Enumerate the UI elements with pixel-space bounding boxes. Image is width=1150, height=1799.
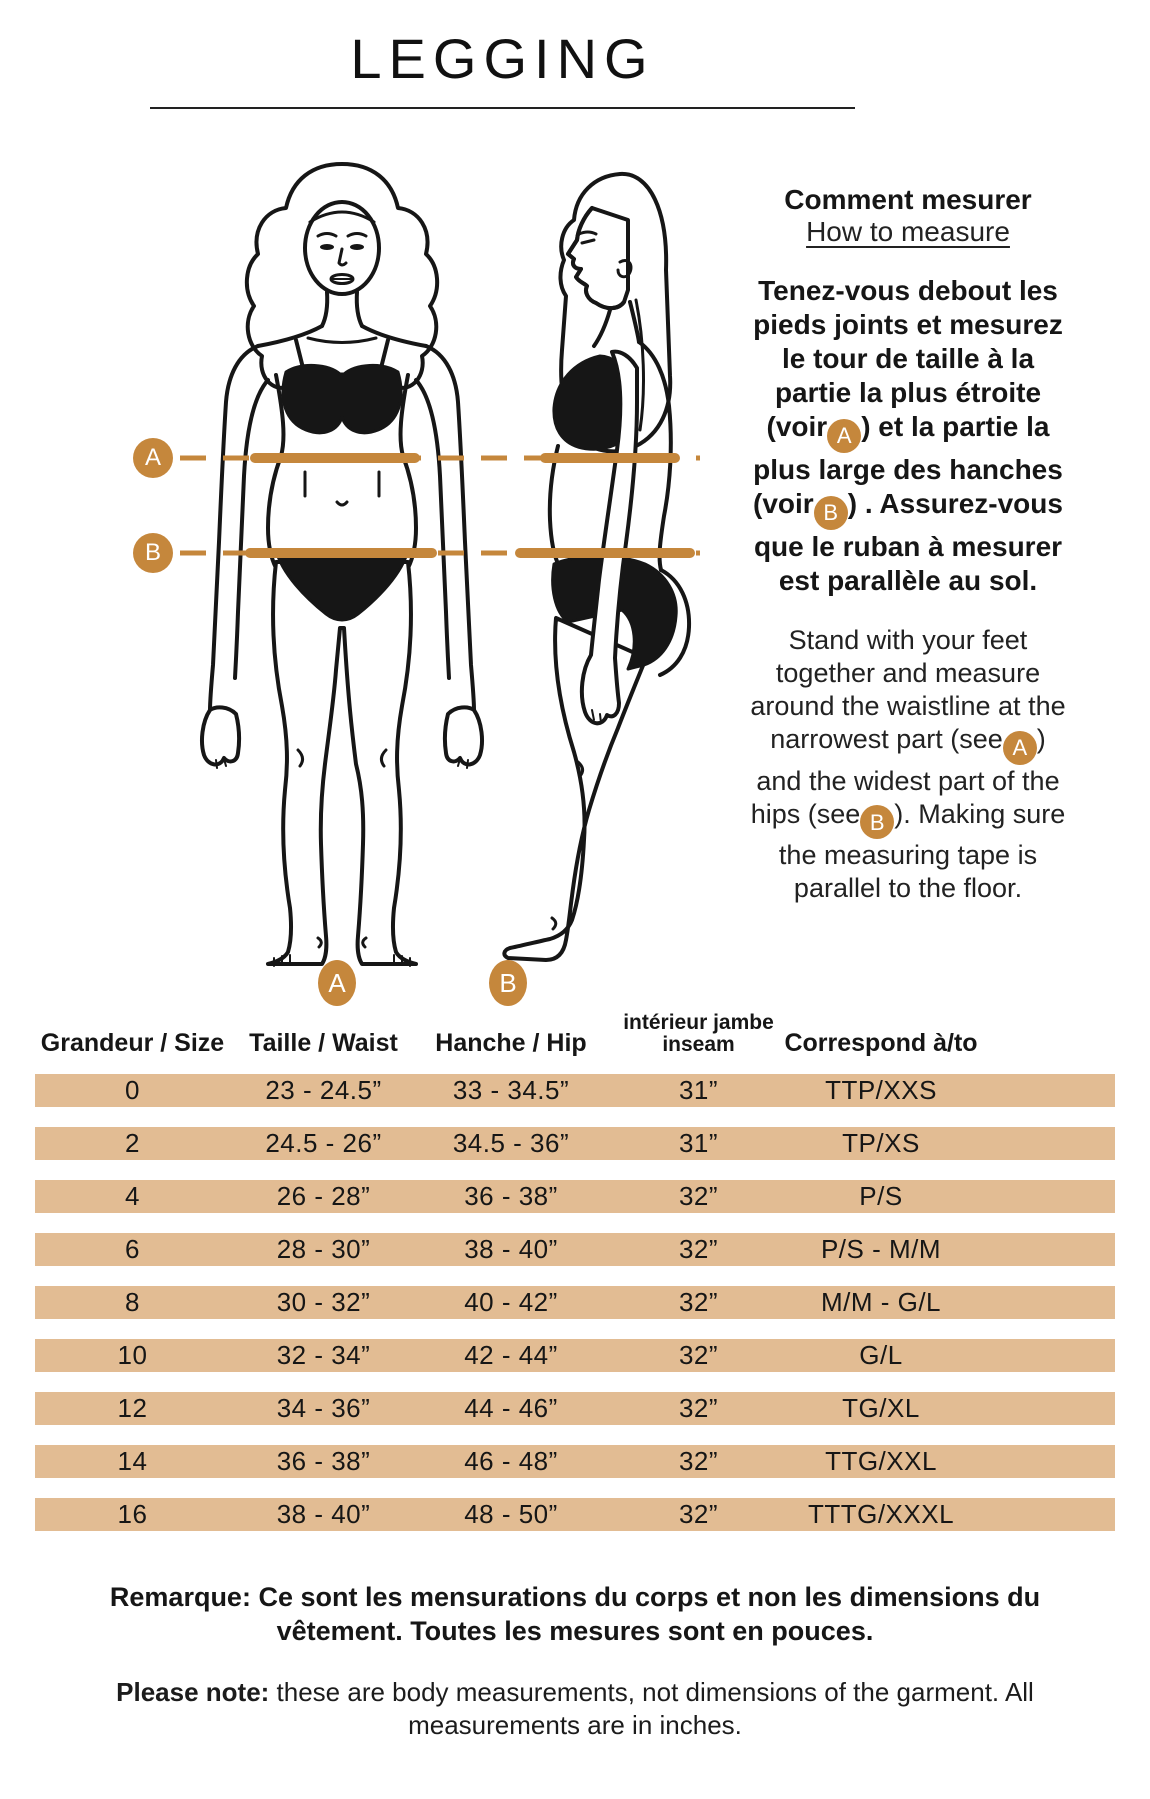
hip-inline-letter-en: B (869, 809, 885, 835)
table-row-size-2 (35, 1127, 1115, 1160)
cell-hip: 46 - 48” (464, 1446, 558, 1476)
table-row-size-6 (35, 1233, 1115, 1266)
cell-hip: 42 - 44” (464, 1340, 558, 1370)
cell-correspond: M/M - G/L (820, 1287, 942, 1317)
hip-inline-badge-en (860, 805, 894, 839)
table-row-size-12 (35, 1392, 1115, 1425)
instructions-fr-part1: Tenez-vous debout les pieds joints et mesurez le tour de taille à la partie la plus étroite (voir (753, 275, 1063, 442)
measure-heading-fr: Comment mesurer (784, 184, 1032, 215)
cell-hip: 38 - 40” (464, 1234, 558, 1264)
column-header-correspond: Correspond à/to (784, 1029, 978, 1057)
cell-waist: 30 - 32” (276, 1287, 371, 1317)
waist-marker-letter: A (144, 444, 161, 471)
cell-hip: 36 - 38” (464, 1181, 558, 1211)
side-figure-illustration (504, 174, 689, 960)
cell-inseam: 31” (678, 1128, 719, 1158)
cell-hip: 34.5 - 36” (452, 1128, 570, 1158)
front-left-hand (202, 707, 239, 764)
table-row-size-8 (35, 1286, 1115, 1319)
cell-size: 12 (117, 1393, 148, 1423)
column-header-inseam-line2: inseam (662, 1033, 735, 1056)
cell-correspond: G/L (859, 1340, 903, 1370)
table-row-size-16 (35, 1498, 1115, 1531)
hip-marker-badge (133, 533, 173, 573)
title-block (150, 26, 855, 109)
instructions-en (748, 624, 1068, 905)
cell-hip: 40 - 42” (464, 1287, 558, 1317)
side-leg (504, 618, 646, 960)
body-measurement-diagram (100, 150, 740, 1030)
cell-correspond: P/S - M/M (820, 1234, 942, 1264)
column-header-waist: Taille / Waist (249, 1029, 398, 1057)
cell-inseam: 32” (678, 1446, 719, 1476)
note-fr: Remarque: Ce sont les mensurations du corps et non les dimensions du vêtement. Toutes les mesures sont en pouces. (109, 1582, 1041, 1646)
table-row-size-4 (35, 1180, 1115, 1213)
note-en-lead: Please note: (116, 1677, 270, 1707)
front-bra (283, 365, 401, 432)
cell-waist: 24.5 - 26” (265, 1128, 382, 1158)
cell-size: 2 (125, 1128, 140, 1158)
cell-correspond: TTTG/XXXL (807, 1499, 955, 1529)
column-header-inseam-line1: intérieur jambe (623, 1011, 774, 1034)
cell-waist: 34 - 36” (276, 1393, 371, 1423)
note-en (60, 1676, 1090, 1742)
table-row-size-14 (35, 1445, 1115, 1478)
instructions-en-part1: Stand with your feet together and measure around the waistline at the narrowest part (see (750, 625, 1066, 754)
page-title: LEGGING (350, 27, 655, 90)
note-en-rest: these are body measurements, not dimensions of the garment. All measurements are in inches. (269, 1677, 1034, 1740)
table-waist-badge (318, 960, 356, 1006)
cell-correspond: TG/XL (842, 1393, 920, 1423)
front-figure-illustration (202, 164, 482, 966)
cell-size: 14 (117, 1446, 148, 1476)
cell-inseam: 32” (678, 1287, 719, 1317)
instructions-en-part2: ) and the widest part of the hips (see (750, 724, 1060, 829)
cell-correspond: TP/XS (842, 1128, 920, 1158)
cell-inseam: 32” (678, 1340, 719, 1370)
cell-inseam: 32” (678, 1499, 719, 1529)
column-header-size: Grandeur / Size (40, 1029, 225, 1057)
cell-hip: 33 - 34.5” (452, 1075, 570, 1105)
cell-correspond: TTP/XXS (825, 1075, 937, 1105)
front-right-arm (426, 346, 474, 710)
waist-inline-badge-fr (827, 419, 861, 453)
column-header-inseam (605, 1011, 792, 1056)
cell-waist: 36 - 38” (276, 1446, 371, 1476)
waist-inline-letter-fr: A (836, 423, 852, 448)
cell-size: 0 (125, 1075, 140, 1105)
hip-inline-badge-fr (814, 496, 848, 530)
how-to-measure-block (748, 183, 1068, 905)
table-row-size-0 (35, 1074, 1115, 1107)
cell-correspond: P/S (859, 1181, 903, 1211)
front-right-hand (445, 707, 482, 764)
cell-inseam: 31” (678, 1075, 719, 1105)
waist-inline-letter-en: A (1012, 735, 1028, 760)
table-hip-badge-letter: B (499, 967, 517, 998)
size-table-header (35, 1004, 1115, 1056)
table-waist-badge-letter: A (328, 967, 346, 998)
column-header-hip: Hanche / Hip (435, 1029, 587, 1057)
cell-correspond: TTG/XXL (825, 1446, 937, 1476)
cell-waist: 28 - 30” (276, 1234, 371, 1264)
cell-waist: 32 - 34” (276, 1340, 371, 1370)
cell-inseam: 32” (678, 1234, 719, 1264)
cell-size: 16 (117, 1499, 148, 1529)
cell-size: 6 (125, 1234, 140, 1264)
hip-inline-letter-fr: B (823, 500, 839, 525)
waist-marker-badge (133, 438, 173, 478)
table-row-size-10 (35, 1339, 1115, 1372)
waist-inline-badge-en (1003, 731, 1037, 765)
cell-hip: 48 - 50” (464, 1499, 558, 1529)
cell-size: 4 (125, 1181, 140, 1211)
cell-waist: 38 - 40” (276, 1499, 371, 1529)
instructions-fr (748, 274, 1068, 598)
instructions-fr-part2: ) et la partie la plus large des hanches (voir (753, 411, 1063, 519)
hip-marker-letter: B (144, 539, 161, 566)
instructions-en-part3: ). Making sure the measuring tape is parallel to the floor. (778, 798, 1066, 903)
cell-waist: 23 - 24.5” (265, 1075, 382, 1105)
cell-size: 10 (117, 1340, 148, 1370)
front-left-arm (210, 346, 258, 710)
front-legs (268, 562, 416, 964)
cell-inseam: 32” (678, 1181, 719, 1211)
table-hip-badge (489, 960, 527, 1006)
cell-inseam: 32” (678, 1393, 719, 1423)
instructions-fr-part3: ) . Assurez-vous que le ruban à mesurer est parallèle au sol. (753, 488, 1063, 596)
cell-waist: 26 - 28” (276, 1181, 371, 1211)
cell-hip: 44 - 46” (464, 1393, 558, 1423)
cell-size: 8 (125, 1287, 140, 1317)
measure-heading-en: How to measure (806, 216, 1010, 247)
